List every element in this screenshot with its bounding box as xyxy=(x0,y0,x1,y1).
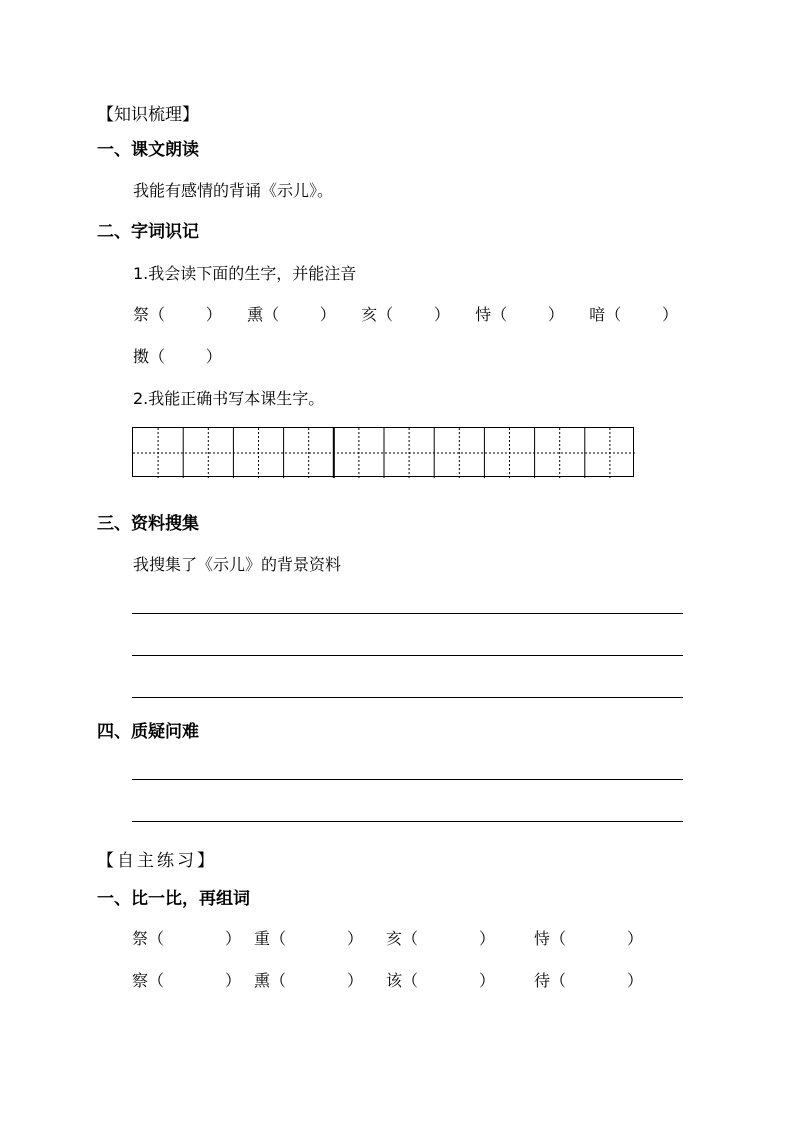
reading-instruction: 我能有感情的背诵《示儿》。 xyxy=(133,181,334,200)
pinyin-question: 1.我会读下面的生字，并能注音 xyxy=(133,264,357,283)
compare-blank[interactable]: 待（ ） xyxy=(534,971,644,990)
practice-section-header: 【自主练习】 xyxy=(97,851,217,871)
pinyin-blank[interactable]: 熏（ ） xyxy=(247,305,336,324)
compare-blank[interactable]: 亥（ ） xyxy=(386,929,496,948)
section-characters-title: 二、字词识记 xyxy=(97,222,199,242)
compare-blank[interactable]: 祭（ ） xyxy=(132,929,242,948)
pinyin-blank[interactable]: 喑（ ） xyxy=(589,305,678,324)
section-questions-title: 四、质疑问难 xyxy=(97,722,199,742)
compare-blank[interactable]: 熏（ ） xyxy=(254,971,364,990)
materials-instruction: 我搜集了《示儿》的背景资料 xyxy=(133,555,342,574)
compare-blank[interactable]: 恃（ ） xyxy=(534,929,644,948)
pinyin-blank[interactable]: 亥（ ） xyxy=(361,305,450,324)
section-materials-title: 三、资料搜集 xyxy=(97,514,199,534)
answer-line[interactable] xyxy=(132,821,683,822)
pinyin-row-1 xyxy=(133,302,678,325)
compare-blank[interactable]: 察（ ） xyxy=(132,971,242,990)
writing-question: 2.我能正确书写本课生字。 xyxy=(133,389,325,408)
answer-line[interactable] xyxy=(132,655,683,656)
writing-grid[interactable] xyxy=(132,427,634,477)
writing-grid-lines xyxy=(133,428,635,478)
answer-line[interactable] xyxy=(132,779,683,780)
answer-line[interactable] xyxy=(132,613,683,614)
pinyin-blank[interactable]: 恃（ ） xyxy=(475,305,564,324)
section-reading-title: 一、课文朗读 xyxy=(97,140,199,160)
compare-blank[interactable]: 该（ ） xyxy=(386,971,496,990)
knowledge-section-header: 【知识梳理】 xyxy=(97,105,199,125)
pinyin-blank[interactable]: 祭（ ） xyxy=(133,305,222,324)
answer-line[interactable] xyxy=(132,697,683,698)
compare-blank[interactable]: 重（ ） xyxy=(254,929,364,948)
practice-compare-title: 一、比一比，再组词 xyxy=(97,889,250,909)
pinyin-blank[interactable]: 擞（ ） xyxy=(133,347,222,366)
